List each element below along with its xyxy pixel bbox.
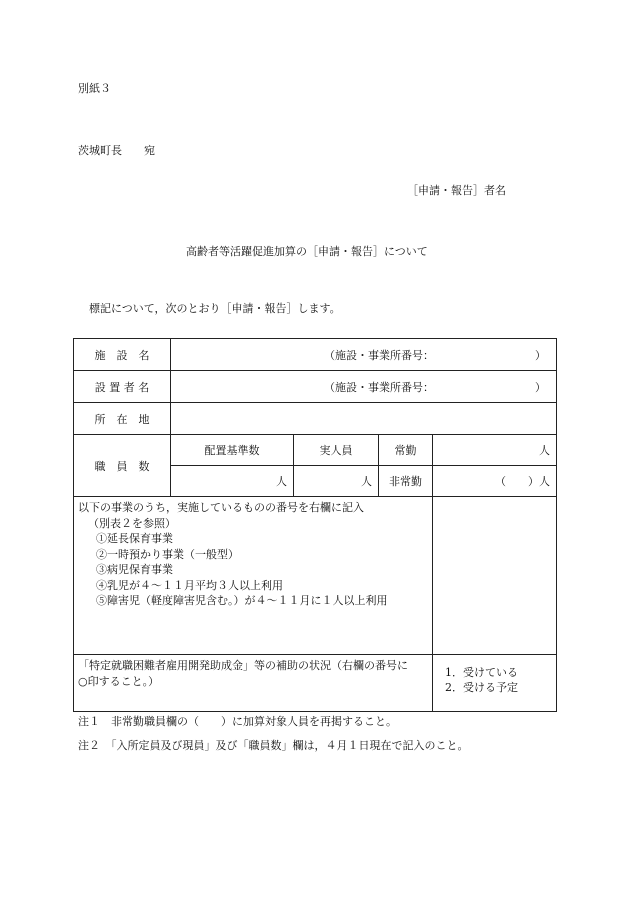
document-title: 高齢者等活躍促進加算の［申請・報告］について: [186, 245, 428, 258]
operator-id-label: （施設・事業所番号：: [324, 380, 434, 394]
subsidy-line-2: ○印すること。）: [78, 674, 160, 688]
facility-name-field[interactable]: [171, 339, 557, 371]
placement-standard-label: 配置基準数: [171, 435, 294, 466]
note-1: 注１ 非常勤職員欄の（ ）に加算対象人員を再掲すること。: [78, 715, 397, 728]
fulltime-count-field[interactable]: 人: [433, 435, 557, 466]
addressee: 茨城町長 宛: [78, 144, 155, 157]
operator-name-field[interactable]: [171, 371, 557, 403]
staff-header-row: [74, 435, 557, 466]
programs-heading: 以下の事業のうち，実施しているものの番号を右欄に記入: [78, 501, 364, 514]
program-item: ③病児保育事業: [96, 563, 173, 576]
attachment-label: 別紙３: [78, 82, 111, 95]
facility-label: 施 設 名: [74, 339, 171, 371]
program-item: ①延長保育事業: [96, 532, 173, 545]
location-row: [74, 403, 557, 435]
parttime-label: 非常勤: [379, 466, 433, 497]
programs-description: [74, 497, 433, 655]
subsidy-option-planned[interactable]: 2．受ける予定: [445, 681, 518, 694]
facility-id-label: （施設・事業所番号：: [324, 348, 434, 362]
programs-row: [74, 497, 557, 655]
operator-row: [74, 371, 557, 403]
programs-number-field[interactable]: [433, 497, 557, 655]
application-form-table: [73, 338, 557, 712]
location-label: 所 在 地: [74, 403, 171, 435]
program-item: ④乳児が４～１１月平均３人以上利用: [96, 578, 283, 592]
actual-staff-field[interactable]: 人: [294, 466, 379, 497]
operator-id-close: ）: [535, 380, 546, 394]
program-item: ⑤障害児（軽度障害児含む。）が４～１１月に１人以上利用: [96, 594, 388, 607]
program-item: ②一時預かり事業（一般型）: [96, 547, 239, 561]
placement-standard-field[interactable]: 人: [171, 466, 294, 497]
subsidy-options-field[interactable]: [433, 655, 557, 712]
parttime-count-field[interactable]: （ ）人: [433, 466, 557, 497]
intro-text: 標記について，次のとおり［申請・報告］します。: [89, 302, 341, 315]
programs-note: （別表２を参照）: [88, 516, 176, 530]
staff-count-label: 職 員 数: [74, 435, 171, 497]
fulltime-label: 常勤: [379, 435, 433, 466]
subsidy-option-received[interactable]: 1．受けている: [445, 666, 518, 679]
subsidy-description: [74, 655, 433, 712]
facility-row: [74, 339, 557, 371]
subsidy-row: [74, 655, 557, 712]
operator-label: 設 置 者 名: [74, 371, 171, 403]
note-2: 注２ 「入所定員及び現員」及び「職員数」欄は，４月１日現在で記入のこと。: [78, 739, 469, 752]
location-field[interactable]: [171, 403, 557, 435]
actual-staff-label: 実人員: [294, 435, 379, 466]
facility-id-close: ）: [535, 348, 546, 362]
applicant-name-label: ［申請・報告］者名: [407, 184, 506, 197]
subsidy-line-1: 「特定就職困難者雇用開発助成金」等の補助の状況（右欄の番号に: [78, 659, 408, 672]
